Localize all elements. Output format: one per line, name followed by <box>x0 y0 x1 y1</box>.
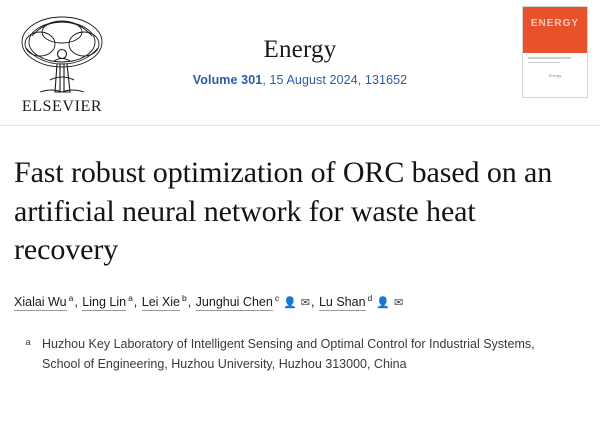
author-name[interactable]: Lei Xie <box>141 295 180 310</box>
journal-title[interactable]: Energy <box>263 36 337 63</box>
author-entry <box>14 295 73 309</box>
author-separator: , <box>133 295 141 310</box>
author-name[interactable]: Ling Lin <box>82 295 127 310</box>
affiliation-marker: a <box>25 336 31 348</box>
author-affiliation-marker: b <box>181 293 187 304</box>
author-entry <box>196 295 310 309</box>
affiliation-entry <box>14 334 586 375</box>
affiliation-text: Huzhou Key Laboratory of Intelligent Sensing and Optimal Control for Industrial Systems, School of Engineering, Huzhou University, Huzhou 313000, China <box>42 336 535 372</box>
cover-title-text: ENERGY <box>530 18 580 29</box>
journal-cover-thumbnail[interactable] <box>522 6 588 98</box>
author-entry <box>319 295 403 309</box>
author-list <box>14 292 586 312</box>
page-title: Fast robust optimization of ORC based on an artificial neural network for waste heat recovery <box>14 156 553 267</box>
author-affiliation-marker: d <box>367 293 373 304</box>
author-separator: , <box>311 295 318 310</box>
cover-art <box>523 7 587 53</box>
cover-details <box>523 53 587 97</box>
issue-date: 15 August 2024 <box>269 72 358 87</box>
journal-issue-line: Volume 301, 15 August 2024, 131652 <box>192 72 408 87</box>
envelope-icon[interactable]: ✉ <box>393 297 404 310</box>
author-separator: , <box>187 295 195 310</box>
author-affiliation-marker: a <box>128 293 133 304</box>
author-name[interactable]: Junghui Chen <box>195 295 273 310</box>
author-entry <box>82 295 133 309</box>
article-body <box>0 126 600 374</box>
author-affiliation-marker: a <box>68 293 74 304</box>
person-icon[interactable]: 👤 <box>376 297 390 310</box>
envelope-icon[interactable]: ✉ <box>300 297 310 310</box>
volume-label[interactable]: Volume 301 <box>192 72 263 87</box>
journal-info <box>0 36 600 87</box>
author-separator: , <box>74 295 82 310</box>
cover-placeholder-line <box>528 57 571 59</box>
person-icon[interactable]: 👤 <box>283 297 297 310</box>
cover-placeholder-line <box>528 62 560 64</box>
author-affiliation-marker: c <box>274 293 280 304</box>
svg-text:ELSEVIER: ELSEVIER <box>21 98 103 115</box>
author-name[interactable]: Lu Shan <box>318 295 366 310</box>
cover-caption: Energy <box>548 73 562 78</box>
author-name[interactable]: Xialai Wu <box>14 295 67 310</box>
journal-header <box>0 0 600 126</box>
author-entry <box>142 295 187 309</box>
article-number: 131652 <box>364 72 408 87</box>
